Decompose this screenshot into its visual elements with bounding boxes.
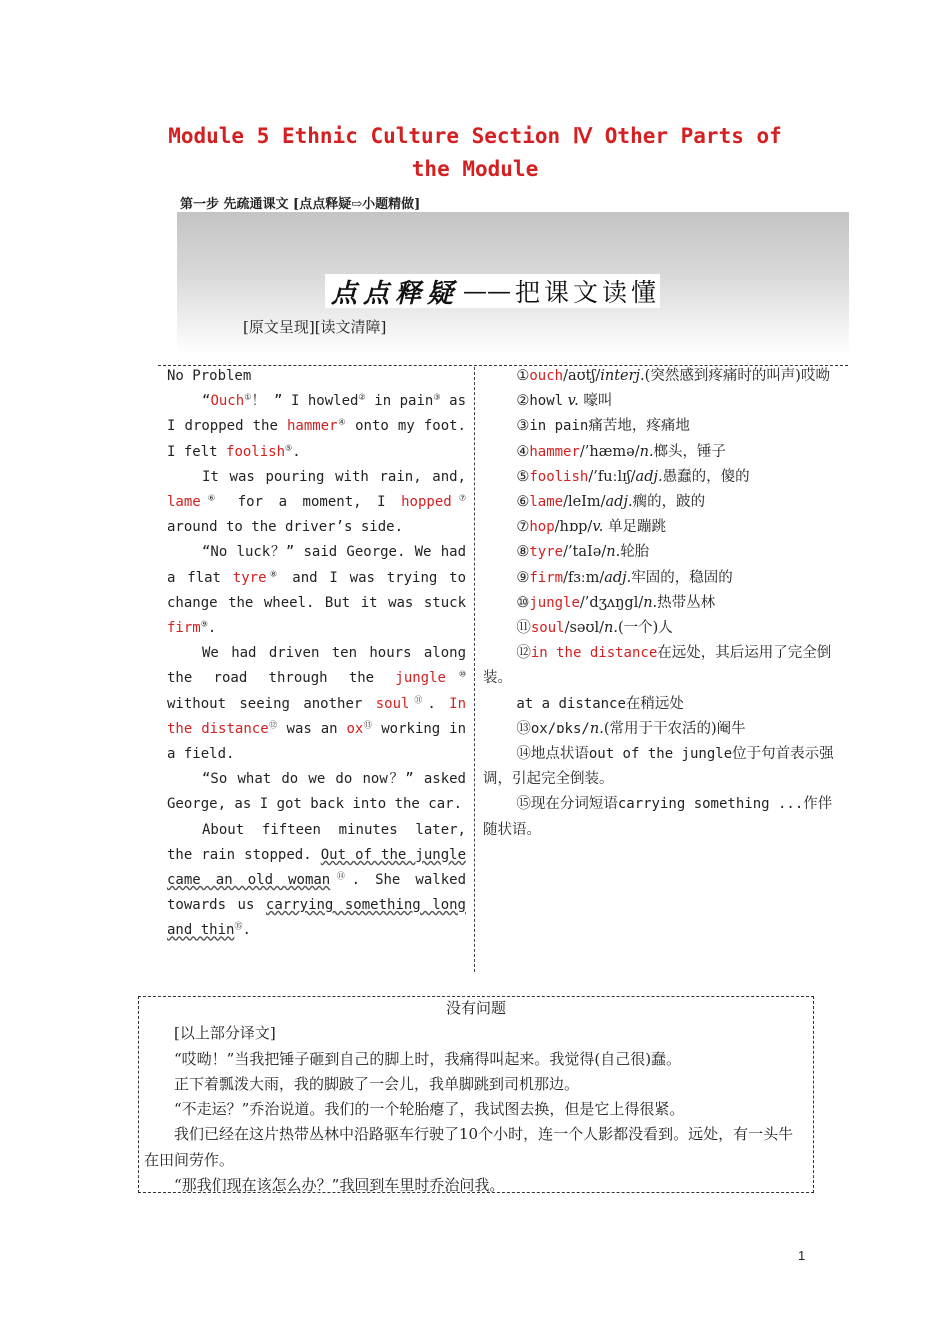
note-12b: at a distance在稍远处 [516,695,684,712]
translation-box [138,996,814,1193]
passage-paragraph-3: “No luck？” said George. We had a flat tyre⑧ and I was trying to change the wheel. But it was stuck firm⑨. [167,544,466,637]
notes-column [483,364,839,843]
translation-line: “那我们现在该怎么办？”我回到车里时乔治问我。 [174,1176,505,1195]
translation-line: 正下着瓢泼大雨，我的脚跛了一会儿，我单脚跳到司机那边。 [174,1074,580,1093]
passage-paragraph-2: It was pouring with rain, and, lame⑥ for a moment, I hopped⑦ around to the driver’s side. [167,468,466,536]
step-label: 第一步 先疏通课文 [点点释疑⇨小题精做] [180,197,421,212]
translation-text [144,996,808,1198]
note-9: ⑨firm/fɜːm/adj.牢固的，稳固的 [516,569,733,586]
banner-heading [325,274,660,308]
note-13: ⑬ox/ɒks/n.(常用于干农活的)阉牛 [516,720,746,737]
note-12: ⑫in the distance在远处，其后运用了完全倒装。 [483,645,832,687]
passage-paragraph-5: “So what do we do now？” asked George, as I got back into the car. [167,771,466,813]
translation-line: 我们已经在这片热带丛林中沿路驱车行驶了10个小时，连一个人影都没看到。远处，有一头牛在田间劳作。 [144,1125,794,1169]
banner-main-text: 点点释疑 [331,278,460,309]
banner-dash: —— [463,277,511,305]
translation-line: “哎呦！”当我把锤子砸到自己的脚上时，我痛得叫起来。我觉得(自己很)蠢。 [174,1049,682,1068]
note-14: ⑭地点状语out of the jungle位于句首表示强调，引起完全倒装。 [483,746,834,788]
note-2: ②howl v. 嚎叫 [516,393,613,410]
note-3: ③in pain痛苦地，疼痛地 [516,418,690,435]
note-5: ⑤foolish/’fuːlɪʃ/adj.愚蠢的，傻的 [516,468,750,485]
translation-line: “不走运？”乔治说道。我们的一个轮胎瘪了，我试图去换，但是它上得很紧。 [174,1100,685,1119]
banner-sub-text: 把课文读懂 [515,278,661,307]
passage-paragraph-6: About fifteen minutes later, the rain stopped. Out of the jungle came an old woman⑭. She walked towards us carrying something long and thin⑮. [167,821,467,939]
note-7: ⑦hop/hɒp/v. 单足蹦跳 [516,519,667,536]
note-4: ④hammer/’hæmə/n.榔头，锤子 [516,443,727,460]
passage-heading: No Problem [167,368,252,384]
document-title: Module 5 Ethnic Culture Section Ⅳ Other Parts of the Module [168,124,782,181]
translation-tag: [以上部分译文] [174,1024,276,1043]
passage-paragraph-1: “Ouch①！ ” I howled② in pain③ as I dropped the hammer④ onto my foot. I felt foolish⑤. [167,392,467,460]
column-divider [474,367,475,972]
banner-tags: [原文呈现][读文清障] [243,318,387,336]
passage-paragraph-4: We had driven ten hours along the road through the jungle⑩ without seeing another soul⑪. In the distance⑫ was an ox⑬ working in a field. [167,645,467,763]
note-8: ⑧tyre/’taIə/n.轮胎 [516,544,650,561]
page-number: 1 [798,1248,806,1263]
passage-column [167,364,466,944]
translation-title: 没有问题 [445,999,506,1017]
note-1: ①ouch/aʊtʃ/interj.(突然感到疼痛时的叫声)哎呦 [516,368,830,384]
note-6: ⑥lame/leIm/adj.瘸的，跛的 [516,494,706,511]
note-11: ⑪soul/səʊl/n.(一个)人 [516,620,673,637]
note-10: ⑩jungle/’dʒʌŋgl/n.热带丛林 [516,594,716,611]
note-15: ⑮现在分词短语carrying something ...作伴随状语。 [483,796,833,838]
